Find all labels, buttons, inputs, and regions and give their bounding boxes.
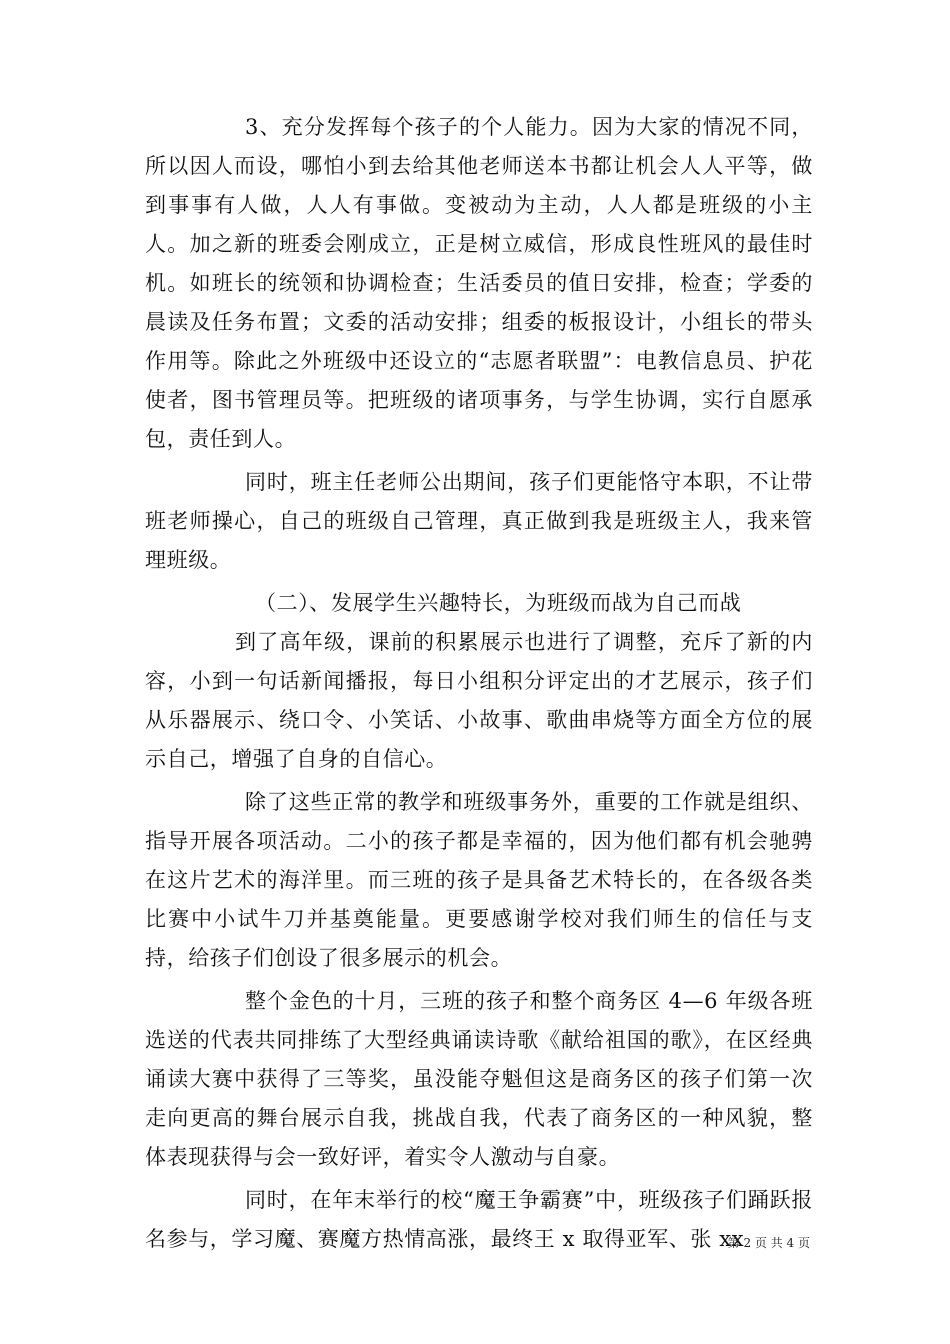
paragraph-class-roles: 3、充分发挥每个孩子的个人能力。因为大家的情况不同，所以因人而设，哪怕小到去给其他老师送本书都让机会人人平等，做到事事有人做，人人有事做。变被动为主动，人人都是班级的小主人。加之新的班委会刚成立，正是树立威信，形成良性班风的最佳时机。如班长的统领和协调检查；生活委员的值日安排，检查；学委的晨读及任务布置；文委的活动安排；组委的板报设计，小组长的带头作用等。除此之外班级中还设立的“志愿者联盟”：电教信息员、护花使者，图书管理员等。把班级的诸项事务，与学生协调，实行自愿承包，责任到人。 (145, 115, 813, 451)
paragraph-showcase: 到了高年级，课前的积累展示也进行了调整，充斥了新的内容，小到一句话新闻播报，每日小组积分评定出的才艺展示，孩子们从乐器展示、绕口令、小笑话、小故事、歌曲串烧等方面全方位的展示自己，增强了自身的自信心。 (145, 630, 813, 771)
paragraph-recitation: 整个金色的十月，三班的孩子和整个商务区 4—6 年级各班选送的代表共同排练了大型经典诵读诗歌《献给祖国的歌》，在区经典诵读大赛中获得了三等奖，虽没能夺魁但这是商务区的孩子们第一次走向更高的舞台展示自我，挑战自我，代表了商务区的一种风貌，整体表现获得与会一致好评，着实令人激动与自豪。 (145, 989, 813, 1169)
section-heading: （二）、发展学生兴趣特长，为班级而战为自己而战 (255, 591, 742, 615)
paragraph-teacher-absence: 同时，班主任老师公出期间，孩子们更能恪守本职，不让带班老师操心，自己的班级自己管理，真正做到我是班级主人，我来管理班级。 (145, 470, 813, 572)
paragraph-contest: 同时，在年末举行的校“魔王争霸赛”中，班级孩子们踊跃报名参与，学习魔、赛魔方热情高涨，最终王 x 取得亚军、张 xx (145, 1188, 813, 1251)
document-body (145, 108, 813, 1259)
paragraph-activities: 除了这些正常的教学和班级事务外，重要的工作就是组织、指导开展各项活动。二小的孩子都是幸福的，因为他们都有机会驰骋在这片艺术的海洋里。而三班的孩子是具备艺术特长的，在各级各类比赛中小试牛刀并基奠能量。更要感谢学校对我们师生的信任与支持，给孩子们创设了很多展示的机会。 (145, 790, 813, 970)
page-footer: 第 2 页 共 4 页 (727, 1236, 810, 1250)
